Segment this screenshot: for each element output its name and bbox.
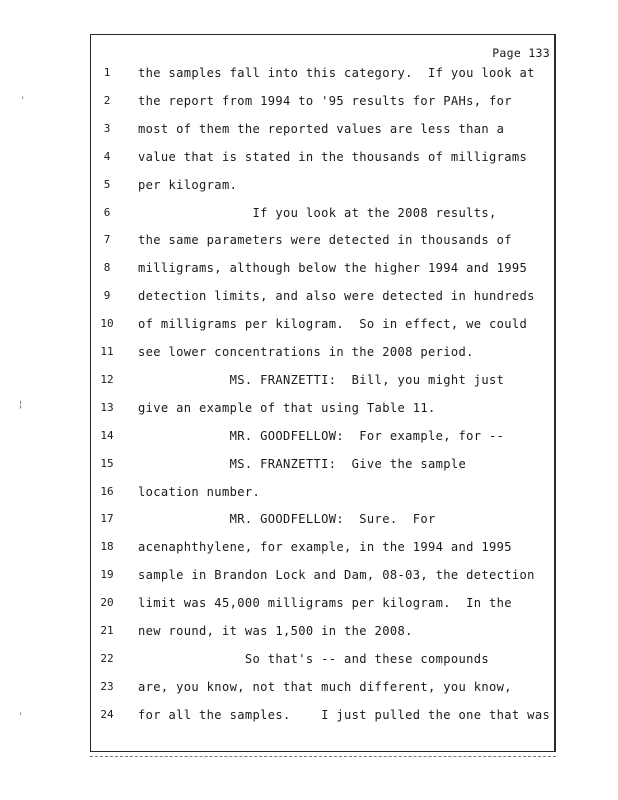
line-number: 16 [100,484,114,498]
line-number: 5 [103,177,111,191]
line-number: 22 [100,651,114,665]
line-text: are, you know, not that much different, you know, [138,679,512,694]
transcript-line [90,122,550,144]
line-text: If you look at the 2008 results, [138,205,497,220]
transcript-line [90,624,550,646]
line-number: 24 [100,707,114,721]
line-text: see lower concentrations in the 2008 period. [138,345,474,359]
line-text: give an example of that using Table 11. [138,400,436,415]
line-number: 2 [103,93,111,107]
transcript-line [90,596,550,618]
transcript-line [90,512,550,534]
line-text: for all the samples. I just pulled the one that was [138,707,551,722]
transcript-line [90,708,550,730]
line-text: new round, it was 1,500 in the 2008. [138,624,413,638]
transcript-line [90,568,550,590]
line-number: 21 [100,624,114,637]
margin-speck: ' [20,96,26,106]
transcript-line [90,401,550,423]
transcript-line [90,261,550,283]
transcript-line [90,317,550,339]
transcript-line [90,66,550,88]
transcript-line [90,345,550,367]
line-number: 7 [103,233,111,247]
line-number: 4 [103,149,111,163]
line-number: 8 [103,261,111,275]
transcript-line [90,652,550,674]
line-text: acenaphthylene, for example, in the 1994 and 1995 [138,540,512,555]
transcript-line [90,540,550,562]
line-text: limit was 45,000 milligrams per kilogram. In the [138,596,512,611]
line-number: 15 [100,456,114,470]
line-text: the samples fall into this category. If you look at [138,66,535,80]
line-number: 13 [100,400,114,414]
page-number: Page 133 [492,46,550,60]
transcript-line [90,485,550,507]
line-number: 6 [103,205,111,219]
line-number: 18 [100,540,114,554]
line-text: the report from 1994 to '95 results for PAHs, for [138,93,512,108]
line-text: MR. GOODFELLOW: For example, for -- [138,428,505,443]
transcript-line [90,233,550,255]
line-text: per kilogram. [138,177,238,192]
line-number: 20 [100,596,114,610]
transcript-line [90,94,550,116]
line-number: 3 [103,121,111,135]
line-text: most of them the reported values are less than a [138,121,505,136]
line-number: 12 [100,372,114,386]
line-text: sample in Brandon Lock and Dam, 08-03, the detection [138,568,535,583]
line-text: MR. GOODFELLOW: Sure. For [138,512,436,527]
line-text: milligrams, although below the higher 1994 and 1995 [138,261,528,276]
line-number: 23 [100,679,114,693]
line-text: the same parameters were detected in thousands of [138,233,512,248]
transcript-line [90,373,550,395]
line-number: 17 [100,512,114,526]
line-number: 10 [100,317,114,331]
transcript-line [90,429,550,451]
line-text: So that's -- and these compounds [138,651,490,666]
transcript-line [90,289,550,311]
transcript-line [90,680,550,702]
transcript-line [90,150,550,172]
margin-speck: ' [18,712,24,722]
line-text: value that is stated in the thousands of milligrams [138,149,528,164]
line-number: 9 [103,289,111,303]
line-number: 19 [100,568,114,582]
line-text: MS. FRANZETTI: Bill, you might just [138,372,505,387]
transcript-line [90,178,550,200]
line-text: location number. [138,484,261,499]
transcript-line [90,457,550,479]
margin-speck: ¦ [18,400,24,410]
line-number: 11 [100,345,114,358]
line-text: MS. FRANZETTI: Give the sample [138,456,467,471]
transcript-line [90,206,550,228]
line-number: 1 [103,66,111,79]
line-text: of milligrams per kilogram. So in effect, we could [138,317,528,332]
line-number: 14 [100,428,114,442]
line-text: detection limits, and also were detected in hundreds [138,289,535,304]
